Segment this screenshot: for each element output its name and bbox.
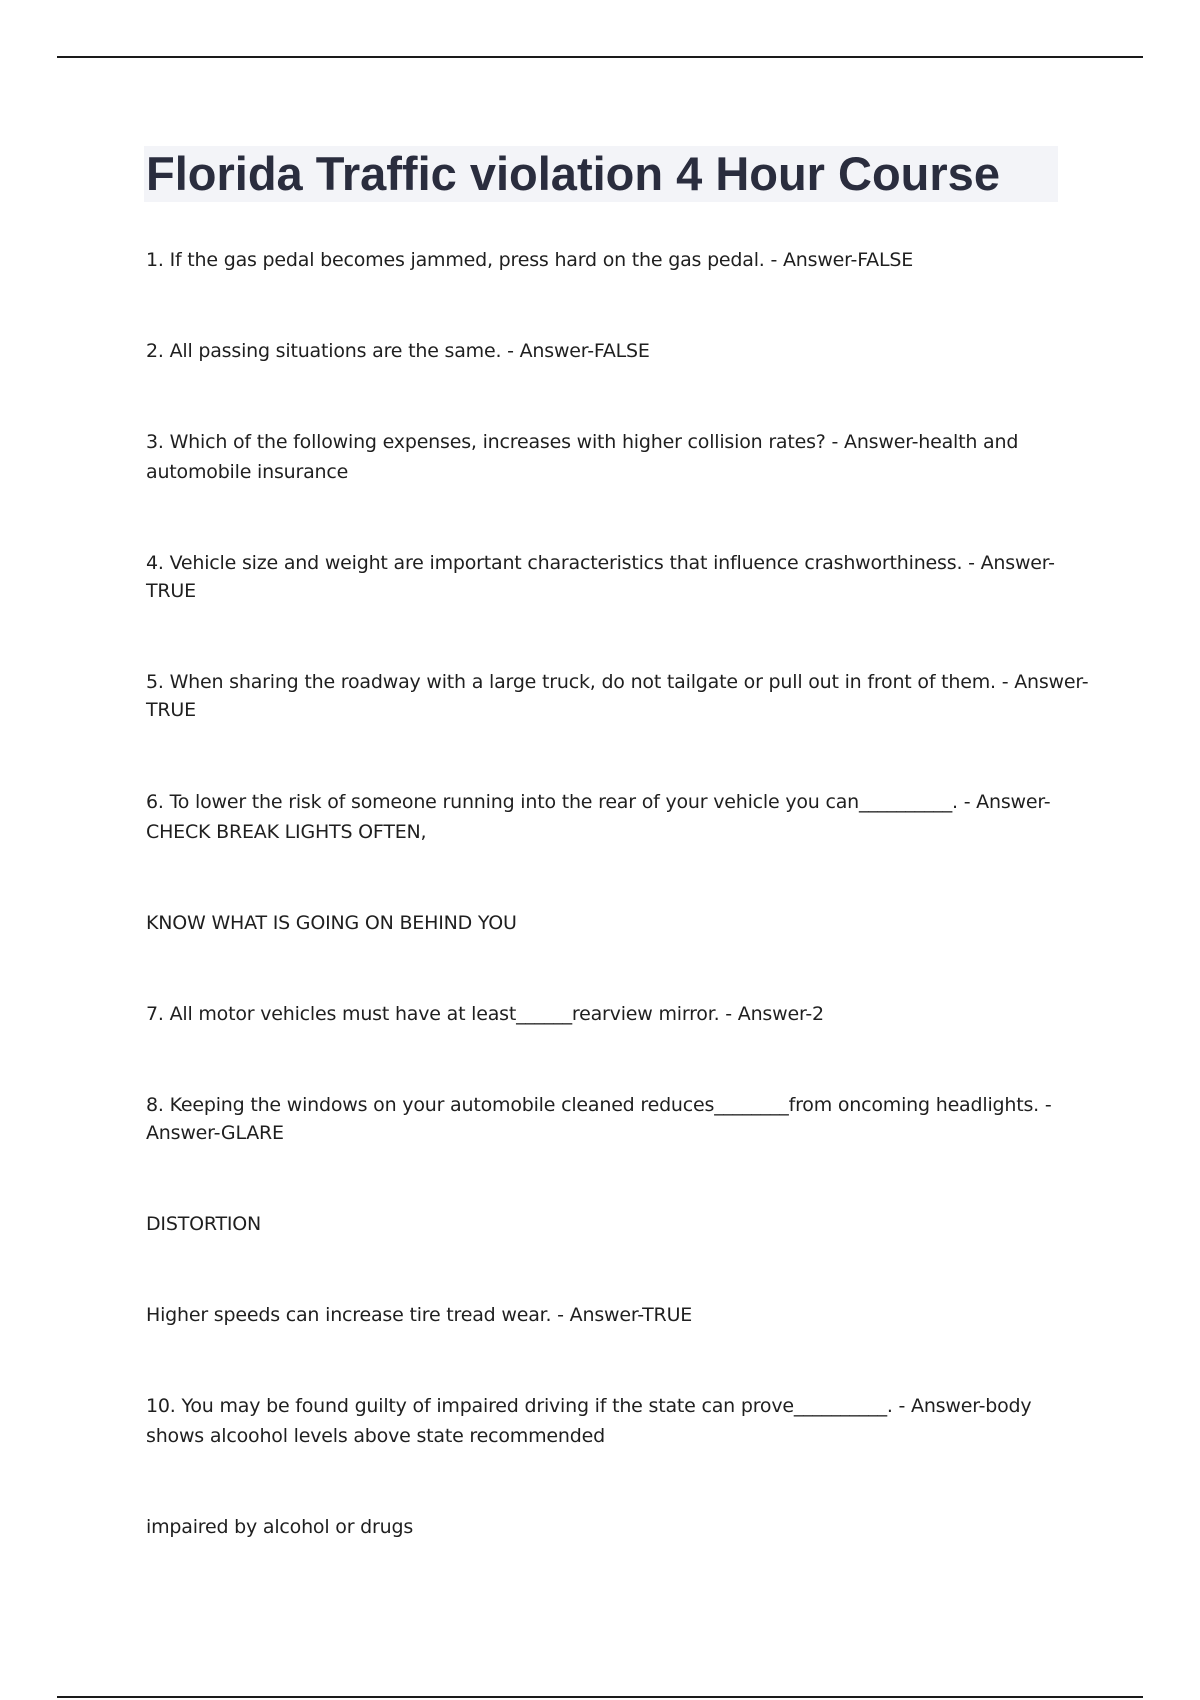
question-3-line-2: automobile insurance [146,461,349,483]
question-6-extra-answer: KNOW WHAT IS GOING ON BEHIND YOU [146,912,517,934]
question-5-line-1: 5. When sharing the roadway with a large truck, do not tailgate or pull out in front of them. - Answer- [146,671,1089,693]
question-10-line-2: shows alcoohol levels above state recommended [146,1425,605,1447]
question-8-extra-answer: DISTORTION [146,1213,262,1235]
top-rule [57,56,1143,58]
question-4-line-1: 4. Vehicle size and weight are important characteristics that influence crashworthiness. - Answer- [146,552,1055,574]
question-2: 2. All passing situations are the same. - Answer-FALSE [146,340,650,362]
question-6-line-1: 6. To lower the risk of someone running into the rear of your vehicle you can__________. - Answer- [146,791,1051,813]
question-10-extra-answer: impaired by alcohol or drugs [146,1516,414,1538]
question-4-line-2: TRUE [146,580,196,602]
bottom-rule [57,1696,1143,1698]
question-6-line-2: CHECK BREAK LIGHTS OFTEN, [146,821,427,843]
question-1: 1. If the gas pedal becomes jammed, press hard on the gas pedal. - Answer-FALSE [146,249,914,271]
question-9: Higher speeds can increase tire tread wear. - Answer-TRUE [146,1304,693,1326]
question-10-line-1: 10. You may be found guilty of impaired driving if the state can prove__________. - Answer-body [146,1395,1032,1417]
page-title: Florida Traffic violation 4 Hour Course [146,147,1000,200]
question-5-line-2: TRUE [146,699,196,721]
question-8-line-1: 8. Keeping the windows on your automobile cleaned reduces________from oncoming headlights. - [146,1094,1052,1116]
question-3-line-1: 3. Which of the following expenses, increases with higher collision rates? - Answer-health and [146,431,1019,453]
question-7: 7. All motor vehicles must have at least______rearview mirror. - Answer-2 [146,1003,824,1025]
question-8-line-2: Answer-GLARE [146,1122,284,1144]
